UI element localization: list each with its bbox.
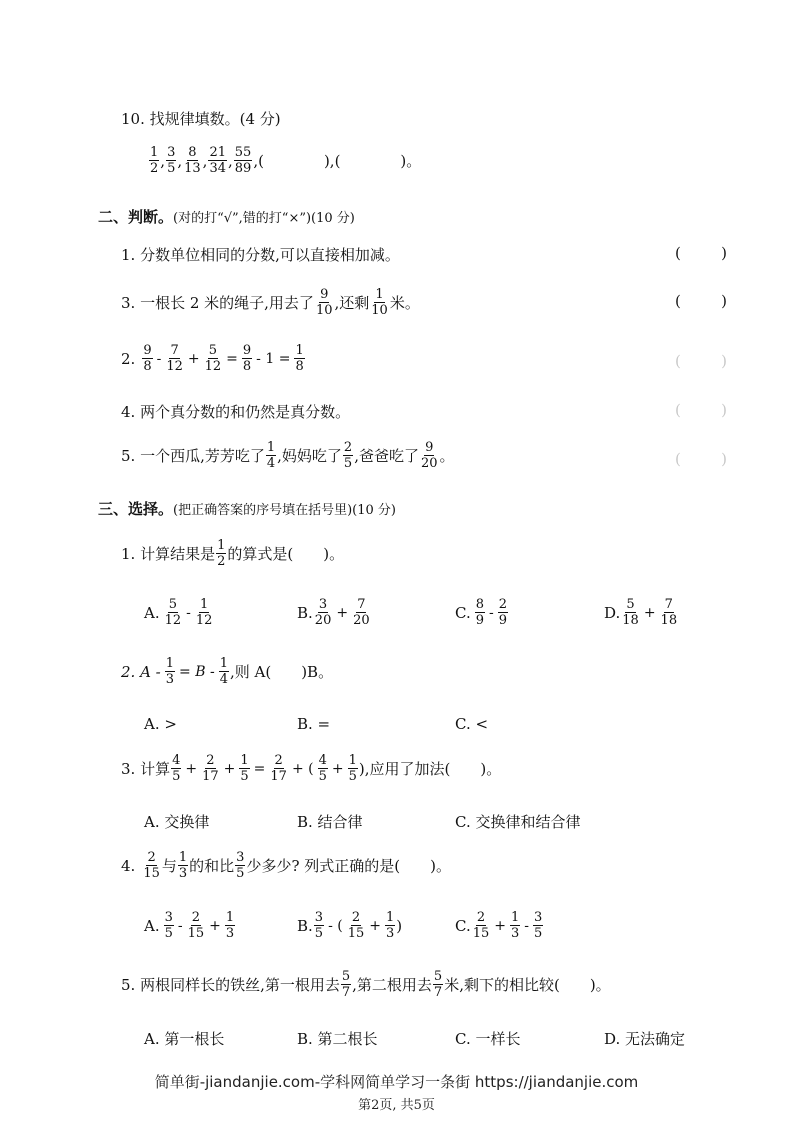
q3-option-c[interactable]: C. 交换律和结合律	[455, 813, 581, 831]
choice-q5: 5. 两根同样长的铁丝,第一根用去 $\frac{5}{7}$ ,第二根用去 $\frac{5}{7}$ 米,剩下的相比较( )。	[121, 969, 611, 1000]
footer-watermark: 简单街-jiandanjie.com-学科网简单学习一条街 https://jiandanjie.com	[154, 1073, 639, 1091]
q5-option-c[interactable]: C. 一样长	[455, 1030, 521, 1048]
seq-frac-5: $\frac{55}{89}$	[234, 145, 252, 176]
section3-title: 三、选择。	[98, 500, 174, 518]
q10-blanks[interactable]: ,( ),( )。	[253, 152, 422, 170]
q3-option-b[interactable]: B. 结合律	[297, 813, 363, 831]
choice-q3: 3. 计算 $\frac{4}{5}$ + $\frac{2}{17}$ + $\frac{1}{5}$ = $\frac{2}{17}$ + ( $\frac{4}{5}$ + $\frac{1}{5}$ ) ,应用了加法( )。	[121, 753, 502, 784]
q2-option-b[interactable]: B. =	[297, 715, 331, 733]
judge-answer-2[interactable]: ( )	[675, 352, 727, 370]
q4-option-b[interactable]: B. $\frac{3}{5}$ - ( $\frac{2}{15}$ + $\frac{1}{3}$ )	[297, 910, 403, 941]
seq-frac-3: $\frac{8}{13}$	[184, 145, 201, 176]
q3-option-a[interactable]: A. 交换律	[144, 813, 210, 831]
q10-sequence: $\frac{1}{2}$ , $\frac{3}{5}$ , $\frac{8}{13}$ , $\frac{21}{34}$ , $\frac{55}{89}$ ,( ),( )。	[150, 145, 422, 176]
judge-answer-5[interactable]: ( )	[675, 450, 727, 468]
q2-option-a[interactable]: A. >	[144, 715, 177, 733]
judge-item-4: 4. 两个真分数的和仍然是真分数。	[121, 403, 351, 421]
q4-option-a[interactable]: A. $\frac{3}{5}$ - $\frac{2}{15}$ + $\frac{1}{3}$	[144, 910, 235, 941]
judge-item-5: 5. 一个西瓜,芳芳吃了 $\frac{1}{4}$ ,妈妈吃了 $\frac{2}{5}$ ,爸爸吃了 $\frac{9}{20}$ 。	[121, 440, 455, 471]
q10-title: 10. 找规律填数。(4 分)	[121, 110, 281, 128]
q1-option-d[interactable]: D. $\frac{5}{18}$ + $\frac{7}{18}$	[604, 597, 678, 628]
judge-answer-1[interactable]: ( )	[675, 244, 727, 262]
choice-q4: 4. $\frac{2}{15}$ 与 $\frac{1}{3}$ 的和比 $\frac{3}{5}$ 少多少? 列式正确的是( )。	[121, 850, 451, 881]
choice-q1: 1. 计算结果是 $\frac{1}{2}$ 的算式是( )。	[121, 538, 345, 569]
q5-option-a[interactable]: A. 第一根长	[144, 1030, 225, 1048]
section2-heading	[98, 206, 355, 227]
section3-heading	[98, 498, 396, 519]
q5-option-b[interactable]: B. 第二根长	[297, 1030, 378, 1048]
judge-item-1: 1. 分数单位相同的分数,可以直接相加减。	[121, 246, 400, 264]
q1-option-a[interactable]: A. $\frac{5}{12}$ - $\frac{1}{12}$	[144, 597, 213, 628]
section2-title: 二、判断。	[98, 208, 174, 226]
judge-item-2: 2. $\frac{9}{8}$ - $\frac{7}{12}$ + $\frac{5}{12}$ = $\frac{9}{8}$ - 1 = $\frac{1}{8}$	[121, 343, 304, 374]
seq-frac-1: $\frac{1}{2}$	[150, 145, 159, 176]
q4-option-c[interactable]: C. $\frac{2}{15}$ + $\frac{1}{3}$ - $\frac{3}{5}$	[455, 910, 543, 941]
seq-frac-4: $\frac{21}{34}$	[209, 145, 226, 176]
choice-q2: 2. A - $\frac{1}{3}$ = B - $\frac{1}{4}$ ,则 A( )B。	[121, 656, 334, 687]
judge-item-3: 3. 一根长 2 米的绳子,用去了 $\frac{9}{10}$ ,还剩 $\frac{1}{10}$ 米。	[121, 287, 420, 318]
page-number: 第2页, 共5页	[358, 1098, 435, 1113]
section2-note: (对的打“√”,错的打“×”)(10 分)	[173, 211, 355, 226]
seq-frac-2: $\frac{3}{5}$	[167, 145, 176, 176]
q2-option-c[interactable]: C. <	[455, 715, 489, 733]
section3-note: (把正确答案的序号填在括号里)(10 分)	[173, 503, 396, 518]
judge-answer-3[interactable]: ( )	[675, 292, 727, 310]
q1-option-c[interactable]: C. $\frac{8}{9}$ - $\frac{2}{9}$	[455, 597, 508, 628]
judge-answer-4[interactable]: ( )	[675, 401, 727, 419]
q1-option-b[interactable]: B. $\frac{3}{20}$ + $\frac{7}{20}$	[297, 597, 370, 628]
q5-option-d[interactable]: D. 无法确定	[604, 1030, 686, 1048]
